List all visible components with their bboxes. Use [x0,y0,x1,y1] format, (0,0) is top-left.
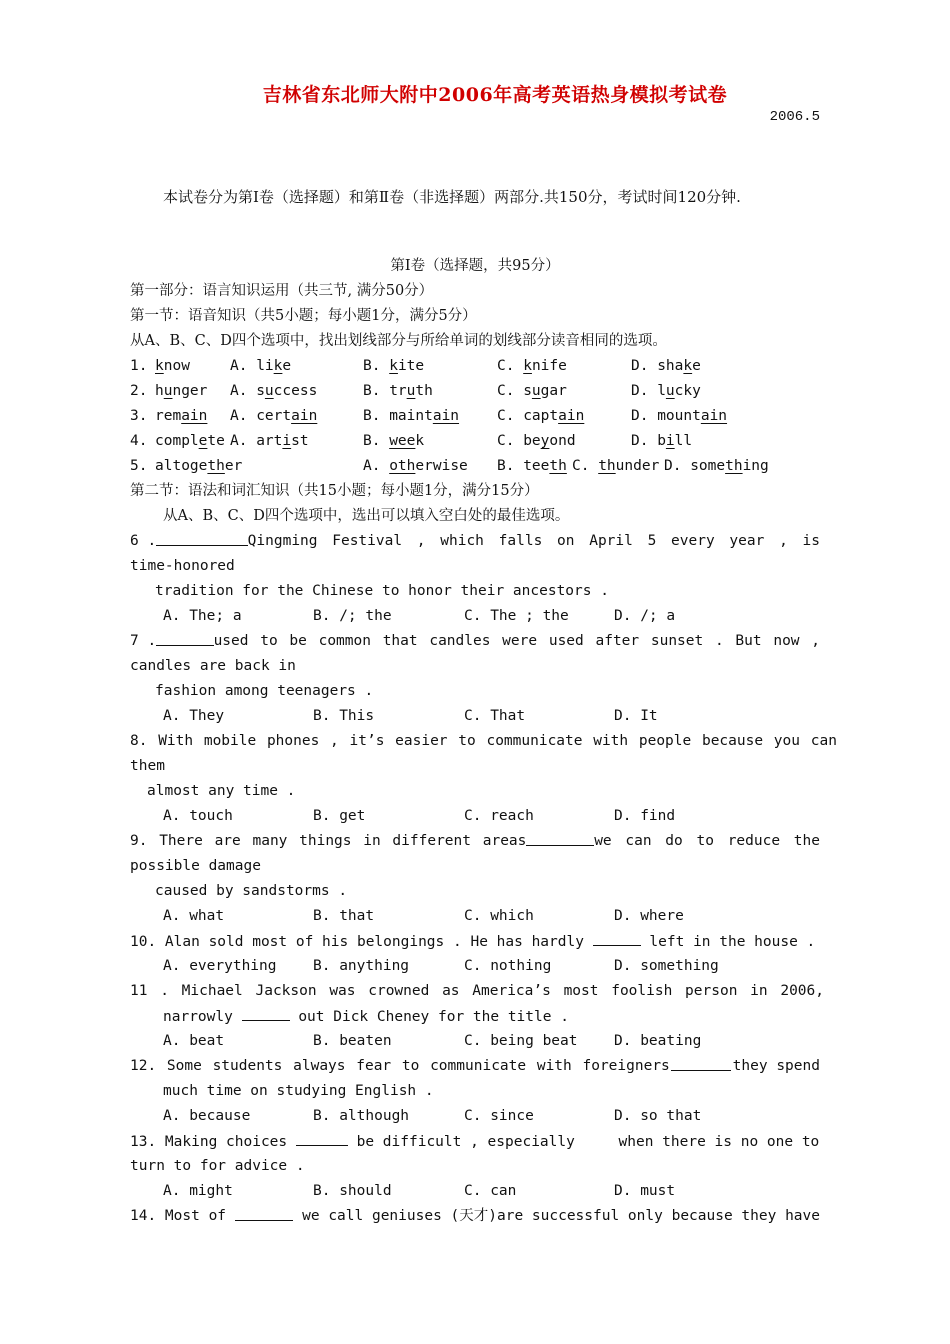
option-d: D. so that [614,1108,702,1124]
option-d: D. where [614,908,684,924]
answer-blank [156,529,247,546]
option-b: B. maintain [363,408,460,424]
option-d: D. lucky [631,383,701,399]
exam-date: 2006.5 [769,109,820,125]
question-options [130,1104,820,1128]
option-b: B. truth [363,383,433,399]
option-a: A. certain [230,408,318,424]
answer-blank [671,1054,731,1071]
option-b: B. beaten [313,1033,392,1049]
option-b: B. although [313,1108,410,1124]
option-c: C. can [464,1183,517,1199]
question-text: possible damage [130,858,261,874]
option-c: C. since [464,1108,534,1124]
answer-blank [593,929,641,946]
intro-paragraph: 本试卷分为第Ⅰ卷（选择题）和第Ⅱ卷（非选择题）两部分.共150分，考试时间120分钟. [163,188,741,206]
phonetic-question [130,429,820,453]
question-13: 13. Making choices be difficult , especially when there is no one to [130,1129,820,1153]
question-6: 6 . Qingming Festival , which falls on April 5 every year , is [130,529,820,553]
option-a: A. what [163,908,225,924]
question-8: 8. With mobile phones , it’s easier to communicate with people because you can [130,733,837,749]
option-a: A. The; a [163,608,242,624]
question-number: 5. [130,458,148,474]
option-b: B. that [313,908,375,924]
phonetic-question [130,404,820,428]
answer-blank [526,829,594,846]
option-c: C. captain [497,408,585,424]
question-number: 4. [130,433,148,449]
question-word: know [155,358,190,374]
question-options [130,954,820,978]
question-text: tradition for the Chinese to honor their ancestors . [155,583,609,599]
option-b: B. anything [313,958,410,974]
question-text: almost any time . [147,783,296,799]
option-a: A. touch [163,808,233,824]
option-b: B. get [313,808,366,824]
option-d: D. bill [631,433,693,449]
question-word: complete [155,433,225,449]
question-options [130,704,820,728]
part-heading: 第一部分：语言知识运用（共三节, 满分50分） [130,283,434,299]
question-word: hunger [155,383,208,399]
option-c: C. thunder [572,458,660,474]
question-options [130,604,820,628]
question-word: altogether [155,458,243,474]
option-c: C. beyond [497,433,576,449]
answer-blank [296,1129,348,1146]
option-d: D. something [664,458,769,474]
question-text: candles are back in [130,658,296,674]
option-b: B. should [313,1183,392,1199]
answer-blank [156,629,213,646]
option-a: A. success [230,383,318,399]
volume-heading: 第Ⅰ卷（选择题，共95分） [390,258,560,274]
question-number: 2. [130,383,148,399]
option-d: D. It [614,708,658,724]
option-b: B. kite [363,358,425,374]
option-c: C. being beat [464,1033,578,1049]
option-c: C. reach [464,808,534,824]
question-7: 7 . used to be common that candles were used after sunset . But now , [130,629,820,653]
option-d: D. something [614,958,719,974]
question-text: narrowly out Dick Cheney for the title . [163,1004,820,1028]
option-c: C. The ; the [464,608,569,624]
question-11: 11 . Michael Jackson was crowned as America’s most foolish person in 2006, [130,983,825,999]
question-options [130,904,820,928]
question-12: 12. Some students always fear to communicate with foreigners they spend [130,1054,820,1078]
option-a: A. otherwise [363,458,468,474]
option-c: C. knife [497,358,567,374]
section1-instruction: 从A、B、C、D四个选项中，找出划线部分与所给单词的划线部分读音相同的选项。 [130,333,667,349]
section2-instruction: 从A、B、C、D四个选项中，选出可以填入空白处的最佳选项。 [163,508,570,524]
option-b: B. This [313,708,375,724]
question-options [130,804,820,828]
question-word: remain [155,408,208,424]
phonetic-question [130,454,820,478]
question-text: fashion among teenagers . [155,683,374,699]
phonetic-question [130,354,820,378]
question-options [130,1179,820,1203]
answer-blank [242,1004,290,1021]
answer-blank [235,1204,293,1221]
option-a: A. everything [163,958,277,974]
option-b: B. /; the [313,608,392,624]
option-d: D. mountain [631,408,728,424]
option-d: D. shake [631,358,701,374]
question-14: 14. Most of we call geniuses (天才)are successful only because they have [130,1204,820,1228]
option-b: B. teeth [497,458,567,474]
option-a: A. beat [163,1033,225,1049]
question-text: caused by sandstorms . [155,883,348,899]
option-d: D. find [614,808,676,824]
section1-heading: 第一节：语音知识（共5小题；每小题1分，满分5分） [130,308,477,324]
phonetic-question [130,379,820,403]
section2-heading: 第二节：语法和词汇知识（共15小题；每小题1分，满分15分） [130,483,539,499]
option-b: B. week [363,433,425,449]
option-c: C. sugar [497,383,567,399]
question-text: much time on studying English . [163,1083,434,1099]
question-9: 9. There are many things in different areas we can do to reduce the [130,829,820,853]
option-a: A. like [230,358,292,374]
question-text: time-honored [130,558,235,574]
exam-title: 吉林省东北师大附中2006年高考英语热身模拟考试卷 [262,84,728,106]
option-a: A. because [163,1108,251,1124]
option-a: A. They [163,708,225,724]
option-c: C. which [464,908,534,924]
option-d: D. /; a [614,608,676,624]
option-d: D. beating [614,1033,702,1049]
question-text: turn to for advice . [130,1158,305,1174]
option-a: A. might [163,1183,233,1199]
option-c: C. That [464,708,526,724]
question-10: 10. Alan sold most of his belongings . He has hardly left in the house . [130,929,820,953]
option-a: A. artist [230,433,309,449]
question-options [130,1029,820,1053]
question-number: 3. [130,408,148,424]
question-text: them [130,758,165,774]
option-c: C. nothing [464,958,552,974]
question-number: 1. [130,358,148,374]
option-d: D. must [614,1183,676,1199]
